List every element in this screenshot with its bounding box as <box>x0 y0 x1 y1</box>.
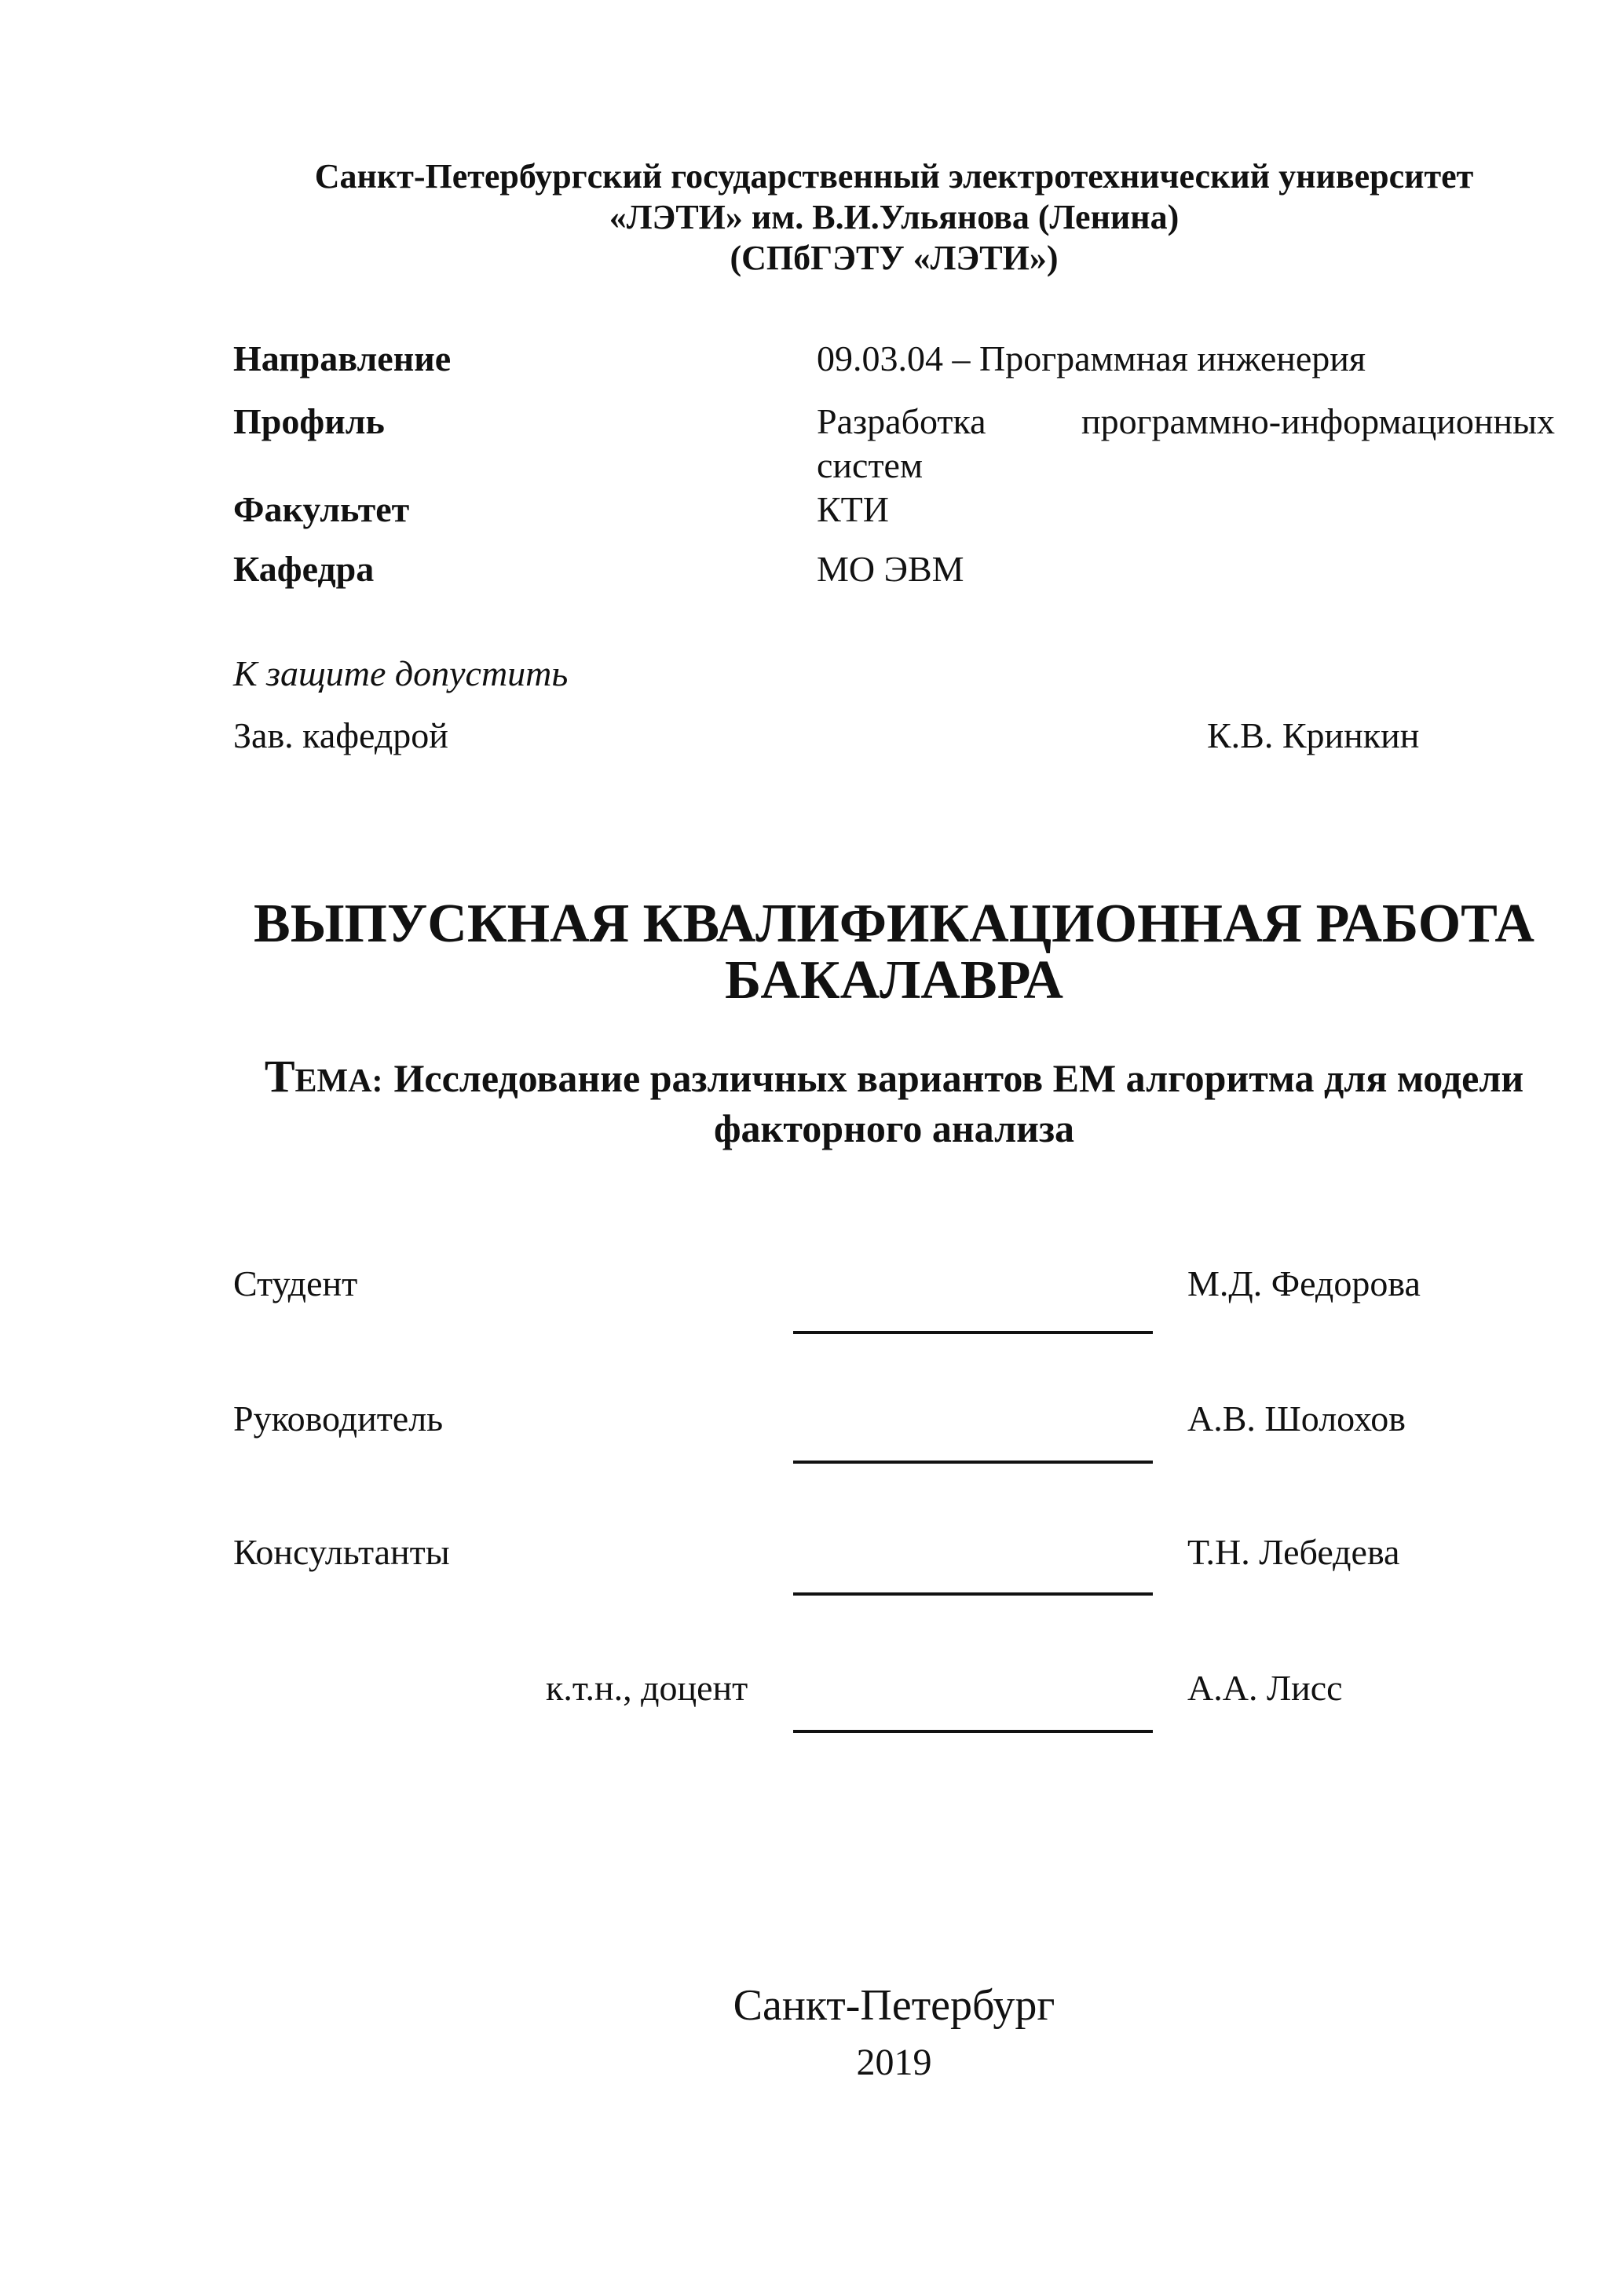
signature-line-consultant-1 <box>793 1592 1153 1596</box>
direction-label: Направление <box>233 338 452 378</box>
university-name-line2: «ЛЭТИ» им. В.И.Ульянова (Ленина) <box>609 198 1180 236</box>
theme-label-initial: Т <box>264 1051 295 1102</box>
consultant-2-degree-label: к.т.н., доцент <box>546 1668 748 1708</box>
work-title-line1: ВЫПУСКНАЯ КВАЛИФИКАЦИОННАЯ РАБОТА <box>254 894 1534 954</box>
work-title <box>233 896 1555 1009</box>
signature-line-student <box>793 1331 1153 1334</box>
work-title-line2: БАКАЛАВРА <box>725 950 1063 1011</box>
profile-label: Профиль <box>233 401 385 441</box>
theme-label-rest: ЕМА: <box>294 1063 383 1099</box>
footer-city: Санкт-Петербург <box>733 1981 1055 2030</box>
student-label: Студент <box>233 1263 358 1303</box>
profile-value <box>817 400 1555 488</box>
profile-value-word1: Разработка <box>817 401 986 441</box>
consultant-1-name: Т.Н. Лебедева <box>1187 1532 1400 1572</box>
profile-value-line1 <box>817 400 1555 444</box>
consultant-2-name: А.А. Лисс <box>1187 1668 1343 1708</box>
supervisor-name: А.В. Шолохов <box>1187 1398 1406 1439</box>
direction-value: 09.03.04 – Программная инженерия <box>817 338 1366 378</box>
university-abbreviation-line: (СПбГЭТУ «ЛЭТИ») <box>730 239 1059 277</box>
university-name-line1: Санкт-Петербургский государственный электротехнический университет <box>314 157 1474 196</box>
profile-value-line2: систем <box>817 445 924 485</box>
theme-text-line2: факторного анализа <box>713 1106 1075 1150</box>
theme-text-line1: Исследование различных вариантов ЕМ алгоритма для модели <box>393 1056 1524 1100</box>
signature-line-consultant-2 <box>793 1730 1153 1733</box>
department-head-label: Зав. кафедрой <box>233 715 448 755</box>
department-head-name: К.В. Кринкин <box>1207 715 1420 755</box>
approval-note: К защите допустить <box>233 653 569 693</box>
student-name: М.Д. Федорова <box>1187 1263 1421 1303</box>
department-label: Кафедра <box>233 549 375 589</box>
theme-paragraph <box>233 1053 1555 1152</box>
department-value: МО ЭВМ <box>817 549 964 589</box>
consultants-label: Консультанты <box>233 1532 450 1572</box>
faculty-value: КТИ <box>817 489 889 529</box>
signature-line-supervisor <box>793 1461 1153 1464</box>
footer-year: 2019 <box>856 2042 932 2083</box>
profile-value-word2: программно-информационных <box>1081 401 1555 441</box>
university-header <box>233 156 1555 279</box>
supervisor-label: Руководитель <box>233 1398 444 1439</box>
faculty-label: Факультет <box>233 489 410 529</box>
